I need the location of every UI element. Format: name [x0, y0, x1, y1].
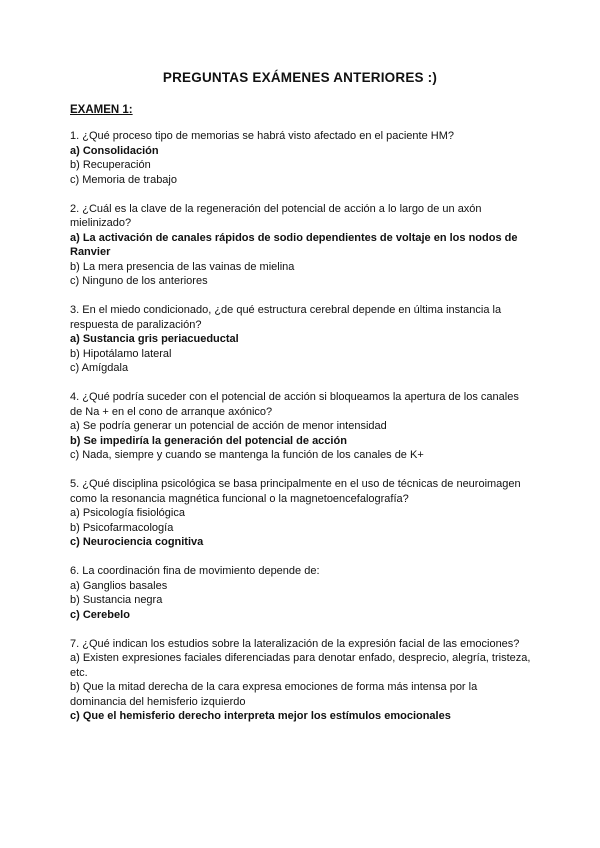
answer-option: a) Ganglios basales	[70, 579, 168, 592]
answer-option: a) Psicología fisiológica	[70, 507, 185, 519]
exam-heading: EXAMEN 1:	[70, 104, 133, 116]
question-5	[70, 477, 532, 550]
answer-option-correct: c) Cerebelo	[70, 608, 130, 621]
page-title: PREGUNTAS EXÁMENES ANTERIORES :)	[162, 70, 438, 85]
question-3	[70, 303, 532, 376]
question-text: 4. ¿Qué podría suceder con el potencial de acción si bloqueamos la apertura de los canales de Na + en el cono de arranque axónico?	[70, 391, 519, 418]
answer-option: a) Existen expresiones faciales diferenciadas para denotar enfado, desprecio, alegría, tristeza, etc.	[70, 652, 531, 679]
answer-option: c) Nada, siempre y cuando se mantenga la función de los canales de K+	[70, 449, 424, 461]
answer-option: c) Memoria de trabajo	[70, 173, 177, 186]
answer-option: c) Amígdala	[70, 362, 129, 374]
answer-option-correct: b) Se impediría la generación del potencial de acción	[70, 434, 347, 447]
answer-option-correct: c) Neurociencia cognitiva	[70, 536, 204, 548]
question-text: 1. ¿Qué proceso tipo de memorias se habrá visto afectado en el paciente HM?	[70, 130, 454, 142]
answer-option: b) Sustancia negra	[70, 594, 163, 606]
question-7	[70, 637, 532, 724]
answer-option-correct: a) Consolidación	[70, 144, 159, 157]
answer-option-correct: a) Sustancia gris periacueductal	[70, 333, 239, 345]
question-4	[70, 390, 532, 463]
answer-option: b) Hipotálamo lateral	[70, 347, 172, 360]
answer-option: b) La mera presencia de las vainas de mielina	[70, 260, 295, 273]
question-list	[70, 129, 532, 738]
answer-option: b) Que la mitad derecha de la cara expresa emociones de forma más intensa por la dominancia del hemisferio izquierdo	[70, 681, 478, 708]
question-1	[70, 129, 532, 187]
answer-option: b) Psicofarmacología	[70, 521, 174, 534]
question-text: 5. ¿Qué disciplina psicológica se basa principalmente en el uso de técnicas de neuroimagen como la resonancia magnética funcional o la magnetoencefalografía?	[70, 478, 521, 505]
question-text: 3. En el miedo condicionado, ¿de qué estructura cerebral depende en última instancia la respuesta de paralización?	[70, 304, 502, 331]
question-6	[70, 564, 532, 622]
question-text: 2. ¿Cuál es la clave de la regeneración del potencial de acción a lo largo de un axón mielinizado?	[70, 202, 482, 229]
question-text: 7. ¿Qué indican los estudios sobre la lateralización de la expresión facial de las emociones?	[70, 637, 520, 650]
answer-option: c) Ninguno de los anteriores	[70, 275, 208, 287]
question-text: 6. La coordinación fina de movimiento depende de:	[70, 565, 320, 577]
answer-option-correct: c) Que el hemisferio derecho interpreta mejor los estímulos emocionales	[70, 710, 451, 722]
question-2	[70, 202, 532, 289]
answer-option: b) Recuperación	[70, 159, 151, 171]
answer-option-correct: a) La activación de canales rápidos de sodio dependientes de voltaje en los nodos de Ranvier	[70, 231, 518, 258]
answer-option: a) Se podría generar un potencial de acción de menor intensidad	[70, 420, 387, 432]
